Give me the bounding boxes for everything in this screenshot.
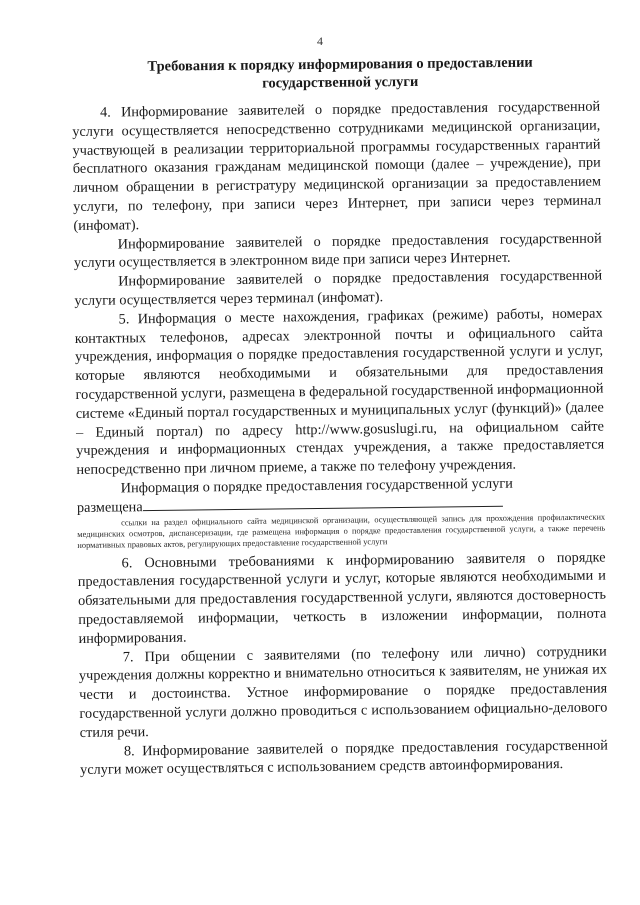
paragraph-5: 5. Информация о месте нахождения, графиках (режиме) работы, номерах контактных телефонов, адресах электронной почты и официального сайта учреждения, информация о порядке предоставления государственной услуги и услуг, которые являются необходимыми и обязательными для предоставления государственной услуги, размещена в федеральной государственной информационной системе «Единый портал государственных и муниципальных услуг (функций)» (далее – Единый портал) по адресу http://www.gosuslugi.ru, на официальном сайте учреждения и информационных стендах учреждения, а также предоставляется непосредственно при личном приеме, а также по телефону учреждения.	[74, 305, 605, 479]
footnote-caption: ссылки на раздел официального сайта медицинской организации, осуществляющей запись для прохождения профилактических медицинских осмотров, диспансеризации, где размещена информация о порядке предоставления государственной услуги, а также перечень нормативных правовых актов, регулирующих предоставление государственной услуги	[77, 512, 606, 550]
paragraph-8: 8. Информирование заявителей о порядке предоставления государственной услуги может осуществляться с использованием средств автоинформирования.	[80, 737, 608, 779]
paragraph-4: 4. Информирование заявителей о порядке предоставления государственной услуги осуществляется непосредственно сотрудниками медицинской организации, участвующей в реализации территориальной программы государственных гарантий бесплатного оказания гражданам медицинской помощи (далее – учреждение), при личном обращении в регистратуру медицинской организации за предоставлением услуги, по телефону, при записи через Интернет, при записи через терминал (инфомат).	[72, 98, 602, 234]
fill-in-blank-line	[143, 505, 503, 511]
page-number: 4	[317, 34, 323, 48]
paragraph-4-terminal: Информирование заявителей о порядке предоставления государственной услуги осуществляется через терминал (инфомат).	[74, 267, 603, 309]
paragraph-7: 7. При общении с заявителями (по телефону или лично) сотрудники учреждения должны корректно и внимательно относиться к заявителям, не унижая их чести и достоинства. Устное информирование о порядке предоставления государственной услуги должно проводиться с использованием официально-делового стиля речи.	[78, 643, 608, 741]
placement-word: размещена	[76, 498, 143, 516]
paragraph-6: 6. Основными требованиями к информированию заявителя о порядке предоставления государственной услуги и услуг, которые являются необходимыми и обязательными для предоставления государственной услуги, являются достоверность предоставляемой информации, четкость в изложении информации, полнота информирования.	[77, 549, 607, 647]
paragraph-4-internet: Информирование заявителей о порядке предоставления государственной услуги осуществляется в электронном виде при записи через Интернет.	[73, 230, 602, 272]
section-title: Требования к порядку информирования о предоставлении государственной услуги	[147, 54, 533, 92]
body-text	[72, 98, 608, 780]
paragraph-5-placement: Информация о порядке предоставления государственной услуги	[120, 475, 513, 497]
